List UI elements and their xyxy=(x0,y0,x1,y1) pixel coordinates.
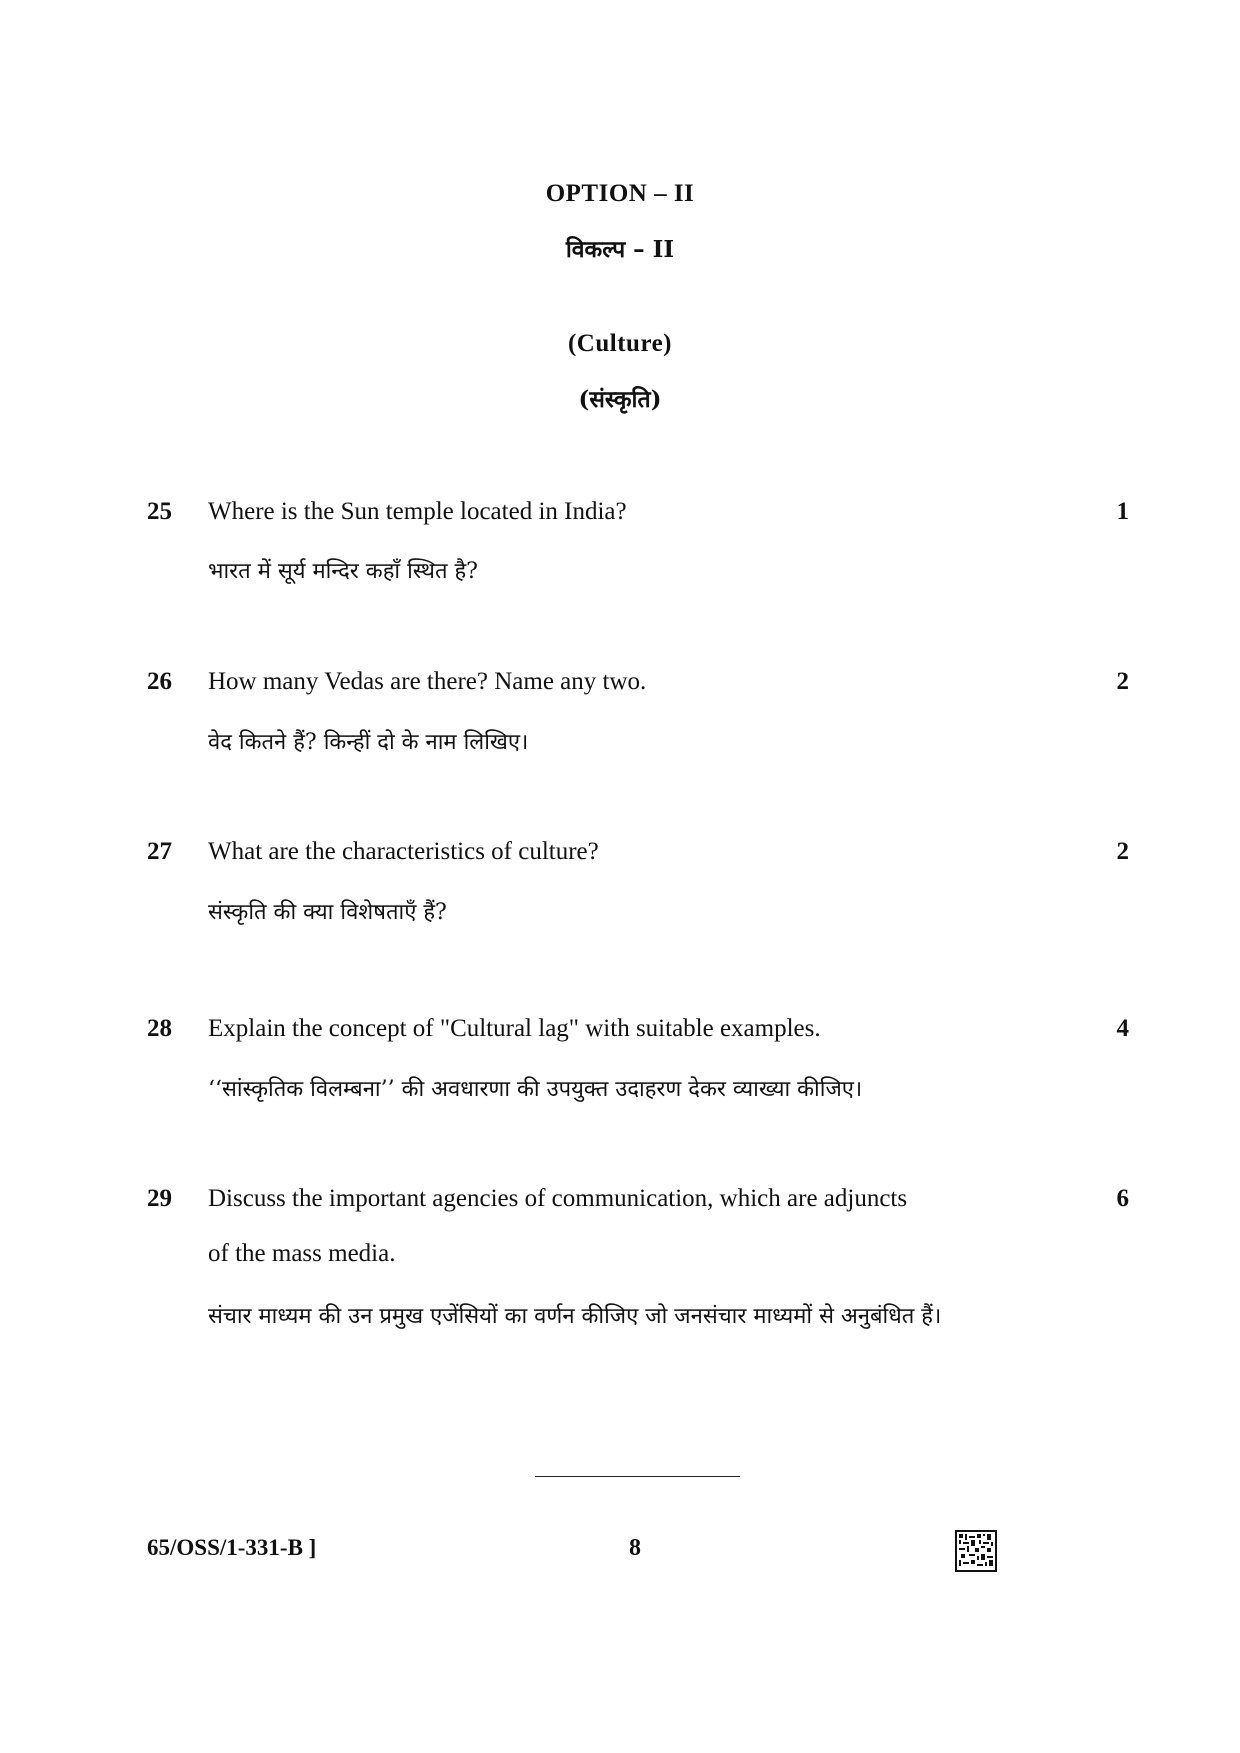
question-text-hindi: संचार माध्यम की उन प्रमुख एजेंसियों का वर्णन कीजिए जो जनसंचार माध्यमों से अनुबंधित हैं। xyxy=(208,1304,942,1329)
qr-code-icon xyxy=(955,1530,997,1572)
question-number: 29 xyxy=(147,1185,172,1212)
paper-code: 65/OSS/1-331-B ] xyxy=(147,1535,317,1560)
subject-heading: (Culture) xyxy=(567,330,673,357)
question-text-hindi: वेद कितने हैं? किन्हीं दो के नाम लिखिए। xyxy=(208,730,529,755)
question-number: 26 xyxy=(147,668,172,695)
question-text-english: Where is the Sun temple located in India? xyxy=(208,498,627,525)
question-marks: 4 xyxy=(1116,1015,1129,1042)
question-marks: 2 xyxy=(1116,838,1129,865)
option-heading: OPTION – II xyxy=(545,180,695,207)
question-text-hindi: भारत में सूर्य मन्दिर कहाँ स्थित है? xyxy=(208,559,478,584)
question-number: 25 xyxy=(147,498,172,525)
question-text-english: Explain the concept of "Cultural lag" with suitable examples. xyxy=(208,1015,821,1042)
question-text-english-line1: Discuss the important agencies of communication, which are adjuncts xyxy=(208,1185,908,1212)
end-of-section-rule xyxy=(535,1476,740,1477)
question-marks: 2 xyxy=(1116,668,1129,695)
question-text-english-line2: of the mass media. xyxy=(208,1240,396,1267)
question-text-english: How many Vedas are there? Name any two. xyxy=(208,668,647,695)
question-number: 27 xyxy=(147,838,172,865)
question-marks: 6 xyxy=(1116,1185,1129,1212)
question-marks: 1 xyxy=(1116,498,1129,525)
option-heading-hindi: विकल्प – II xyxy=(565,236,675,263)
question-text-hindi: संस्कृति की क्या विशेषताएँ हैं? xyxy=(208,900,447,925)
question-number: 28 xyxy=(147,1015,172,1042)
page-number: 8 xyxy=(629,1535,641,1561)
subject-heading-hindi: (संस्कृति) xyxy=(578,386,662,413)
question-text-english: What are the characteristics of culture? xyxy=(208,838,599,865)
question-text-hindi: ‘‘सांस्कृतिक विलम्बना’’ की अवधारणा की उपयुक्त उदाहरण देकर व्याख्या कीजिए। xyxy=(208,1077,863,1102)
